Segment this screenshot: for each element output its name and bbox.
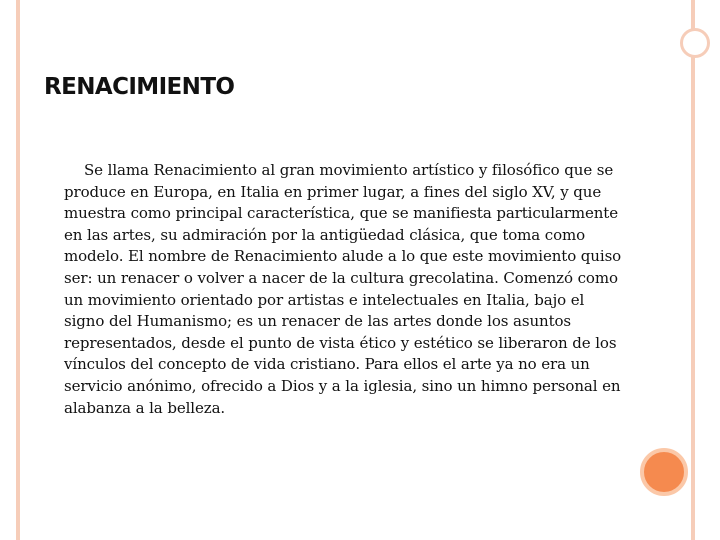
decorative-circle-bottom	[640, 448, 688, 496]
slide-title: RENACIMIENTO	[44, 74, 235, 100]
slide-body-text: Se llama Renacimiento al gran movimiento artístico y filosófico que se produce en Europa, en Italia en primer lugar, a fines del siglo XV, y que muestra como principal característica, que se manifiesta particularmente en las artes, su admiración por la antigüedad clásica, que toma como modelo. El nombre de Renacimiento alude a lo que este movimiento quiso ser: un renacer o volver a nacer de la cultura grecolatina. Comenzó como un movimiento orientado por artistas e intelectuales en Italia, bajo el signo del Humanismo; es un renacer de las artes donde los asuntos representados, desde el punto de vista ético y estético se liberaron de los vínculos del concepto de vida cristiano. Para ellos el arte ya no era un servicio anónimo, ofrecido a Dios y a la iglesia, sino un himno personal en alabanza a la belleza.	[64, 161, 622, 417]
decorative-circle-top	[680, 28, 710, 58]
